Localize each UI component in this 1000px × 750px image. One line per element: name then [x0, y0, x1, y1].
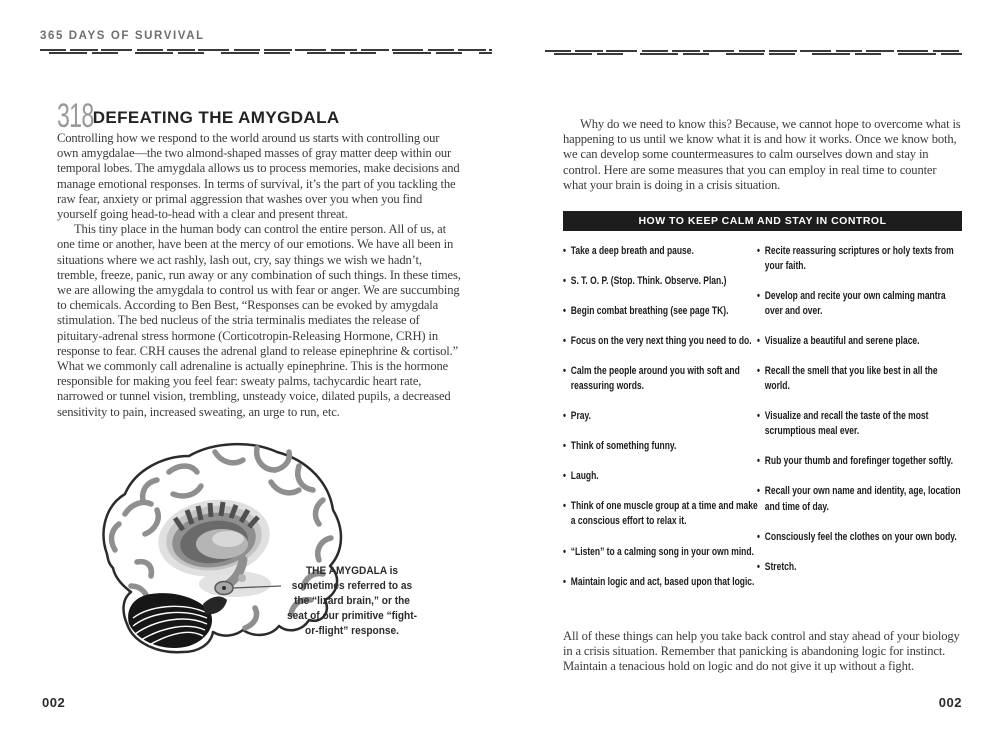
- bullet-text: Laugh.: [570, 470, 599, 483]
- bullet-text: Focus on the very next thing you need to do.: [570, 335, 752, 348]
- bullet-text: Think of something funny.: [570, 440, 677, 453]
- bullet-icon: •: [563, 305, 566, 318]
- bullet-icon: •: [563, 245, 566, 257]
- page-number-left: 002: [42, 695, 66, 710]
- paragraph: Why do we need to know this? Because, we cannot hope to overcome what is happening to us until we know what it is and how it works. Once we know both, we can develop some countermeasures to calm ourselves down and stay in control. Here are some measures that you can employ in real time to counter what your brain is doing in a crisis situation.: [563, 117, 961, 192]
- bullet-text: Visualize and recall the taste of the most scrumptious meal ever.: [764, 410, 929, 438]
- bullet-text: Begin combat breathing (see page TK).: [570, 305, 729, 318]
- bullet-item: [757, 484, 963, 514]
- bullet-text: S. T. O. P. (Stop. Think. Observe. Plan.): [570, 275, 727, 288]
- bullet-icon: •: [757, 335, 760, 348]
- distressed-rule-right: [545, 50, 962, 56]
- bullet-item: [757, 530, 963, 545]
- bullet-text: Stretch.: [764, 560, 797, 573]
- entry-number: 318: [57, 97, 94, 135]
- bullet-icon: •: [563, 365, 566, 378]
- bullet-item: [563, 409, 760, 424]
- bullet-icon: •: [757, 455, 760, 468]
- banner-title: HOW TO KEEP CALM AND STAY IN CONTROL: [638, 215, 887, 227]
- bullet-text: Recite reassuring scriptures or holy texts from your faith.: [764, 245, 954, 273]
- brain-illustration: [85, 438, 425, 670]
- paragraph: All of these things can help you take back control and stay ahead of your biology in a crisis situation. Remember that panicking is abandoning logic for instinct. Maintain a tenacious hold on logic and do not give it up without a fight.: [563, 629, 960, 674]
- bullet-text: Calm the people around you with soft and reassuring words.: [570, 365, 740, 393]
- bullet-item: [757, 409, 963, 439]
- page-number-right: 002: [938, 695, 962, 710]
- right-closing-text: [563, 629, 963, 675]
- bullet-icon: •: [563, 440, 566, 453]
- bullet-icon: •: [563, 410, 566, 423]
- bullet-icon: •: [563, 275, 566, 288]
- amygdala-marker: [215, 582, 233, 595]
- bullet-icon: •: [563, 470, 566, 483]
- bullet-text: Take a deep breath and pause.: [570, 245, 694, 257]
- bullet-icon: •: [757, 560, 760, 573]
- bullet-item: [563, 575, 760, 590]
- bullet-icon: •: [757, 530, 760, 543]
- bullet-column-left: [563, 244, 760, 605]
- bullet-text: Consciously feel the clothes on your own body.: [764, 530, 957, 543]
- bullet-item: [757, 560, 963, 575]
- bullet-text: Maintain logic and act, based upon that logic.: [570, 575, 755, 588]
- bullet-item: [757, 289, 963, 319]
- bullet-text: Think of one muscle group at a time and make a conscious effort to relax it.: [570, 500, 758, 528]
- bullet-item: [563, 334, 760, 349]
- bullet-text: Pray.: [570, 410, 591, 423]
- bullet-icon: •: [757, 290, 760, 303]
- right-intro-text: [563, 117, 963, 193]
- bullet-text: Recall your own name and identity, age, location and time of day.: [764, 485, 961, 513]
- running-head: 365 DAYS OF SURVIVAL: [40, 30, 205, 42]
- bullet-item: [563, 439, 760, 454]
- entry-heading: [57, 97, 340, 135]
- bullet-item: [757, 334, 963, 349]
- bullet-item: [563, 499, 760, 529]
- bullet-icon: •: [563, 575, 566, 588]
- paragraph: This tiny place in the human body can control the entire person. All of us, at one time or another, have been at the mercy of our emotions. We have all been in situations where we act rashly, lash out, cry, say things we wish we hadn’t, tremble, freeze, panic, run away or any combination of such things. In these times, we are allowing the amygdala to control us with fear or anger. We are succumbing to chemicals. According to Ben Best, “Responses can be evoked by amygdala stimulation. The bed nucleus of the stria terminalis mediates the release of pituitary-adrenal stress hormone (Corticotropin-Releasing Hormone, CRH) in response to fear. CRH causes the adrenal gland to release epinephrine & cortisol.” What we commonly call adrenaline is actually epinephrine. This is the hormone responsible for making you feel fear: sweaty palms, tachycardic heart rate, narrowed or tunnel vision, trembling, unsteady voice, dilated pupils, a decreased sensitivity to pain, increased sweating, an urge to run, etc.: [57, 222, 461, 419]
- bullet-icon: •: [757, 410, 760, 423]
- distressed-rule-left: [40, 49, 492, 55]
- bullet-item: [757, 364, 963, 394]
- bullet-text: Develop and recite your own calming mantra over and over.: [764, 290, 946, 318]
- bullet-text: Visualize a beautiful and serene place.: [764, 335, 920, 348]
- illustration-caption: THE AMYGDALA is sometimes referred to as the “lizard brain,” or the seat of our primitive “fight-or-flight” response.: [287, 565, 417, 637]
- section-banner: [563, 211, 962, 231]
- bullet-item: [563, 244, 760, 259]
- bullet-icon: •: [563, 500, 566, 513]
- bullet-item: [757, 244, 963, 274]
- thalamus: [196, 529, 248, 559]
- bullet-text: Recall the smell that you like best in all the world.: [764, 365, 938, 393]
- entry-title: DEFEATING THE AMYGDALA: [92, 108, 340, 127]
- bullet-item: [563, 469, 760, 484]
- bullet-icon: •: [757, 365, 760, 378]
- bullet-item: [563, 545, 760, 560]
- bullet-item: [563, 274, 760, 289]
- bullet-icon: •: [757, 485, 760, 498]
- small-nucleus: [238, 574, 246, 582]
- bullet-item: [757, 454, 963, 469]
- bullet-text: “Listen” to a calming song in your own mind.: [570, 545, 754, 558]
- bullet-item: [563, 304, 760, 319]
- paragraph: Controlling how we respond to the world around us starts with controlling our own amygdalae—the two almond-shaped masses of gray matter deep within our temporal lobes. The amygdala allows us to process memories, make decisions and manage emotional responses. In terms of survival, it’s the part of you tackling the raw fear, anxiety or primal aggression that washes over you when you find yourself going head-to-head with a clear and present threat.: [57, 131, 460, 222]
- bullet-icon: •: [563, 335, 566, 348]
- bullet-column-right: [757, 244, 963, 590]
- bullet-text: Rub your thumb and forefinger together softly.: [764, 455, 953, 468]
- bullet-item: [563, 364, 760, 394]
- left-body-text: [57, 131, 461, 420]
- bullet-icon: •: [563, 545, 566, 558]
- bullet-icon: •: [757, 245, 760, 257]
